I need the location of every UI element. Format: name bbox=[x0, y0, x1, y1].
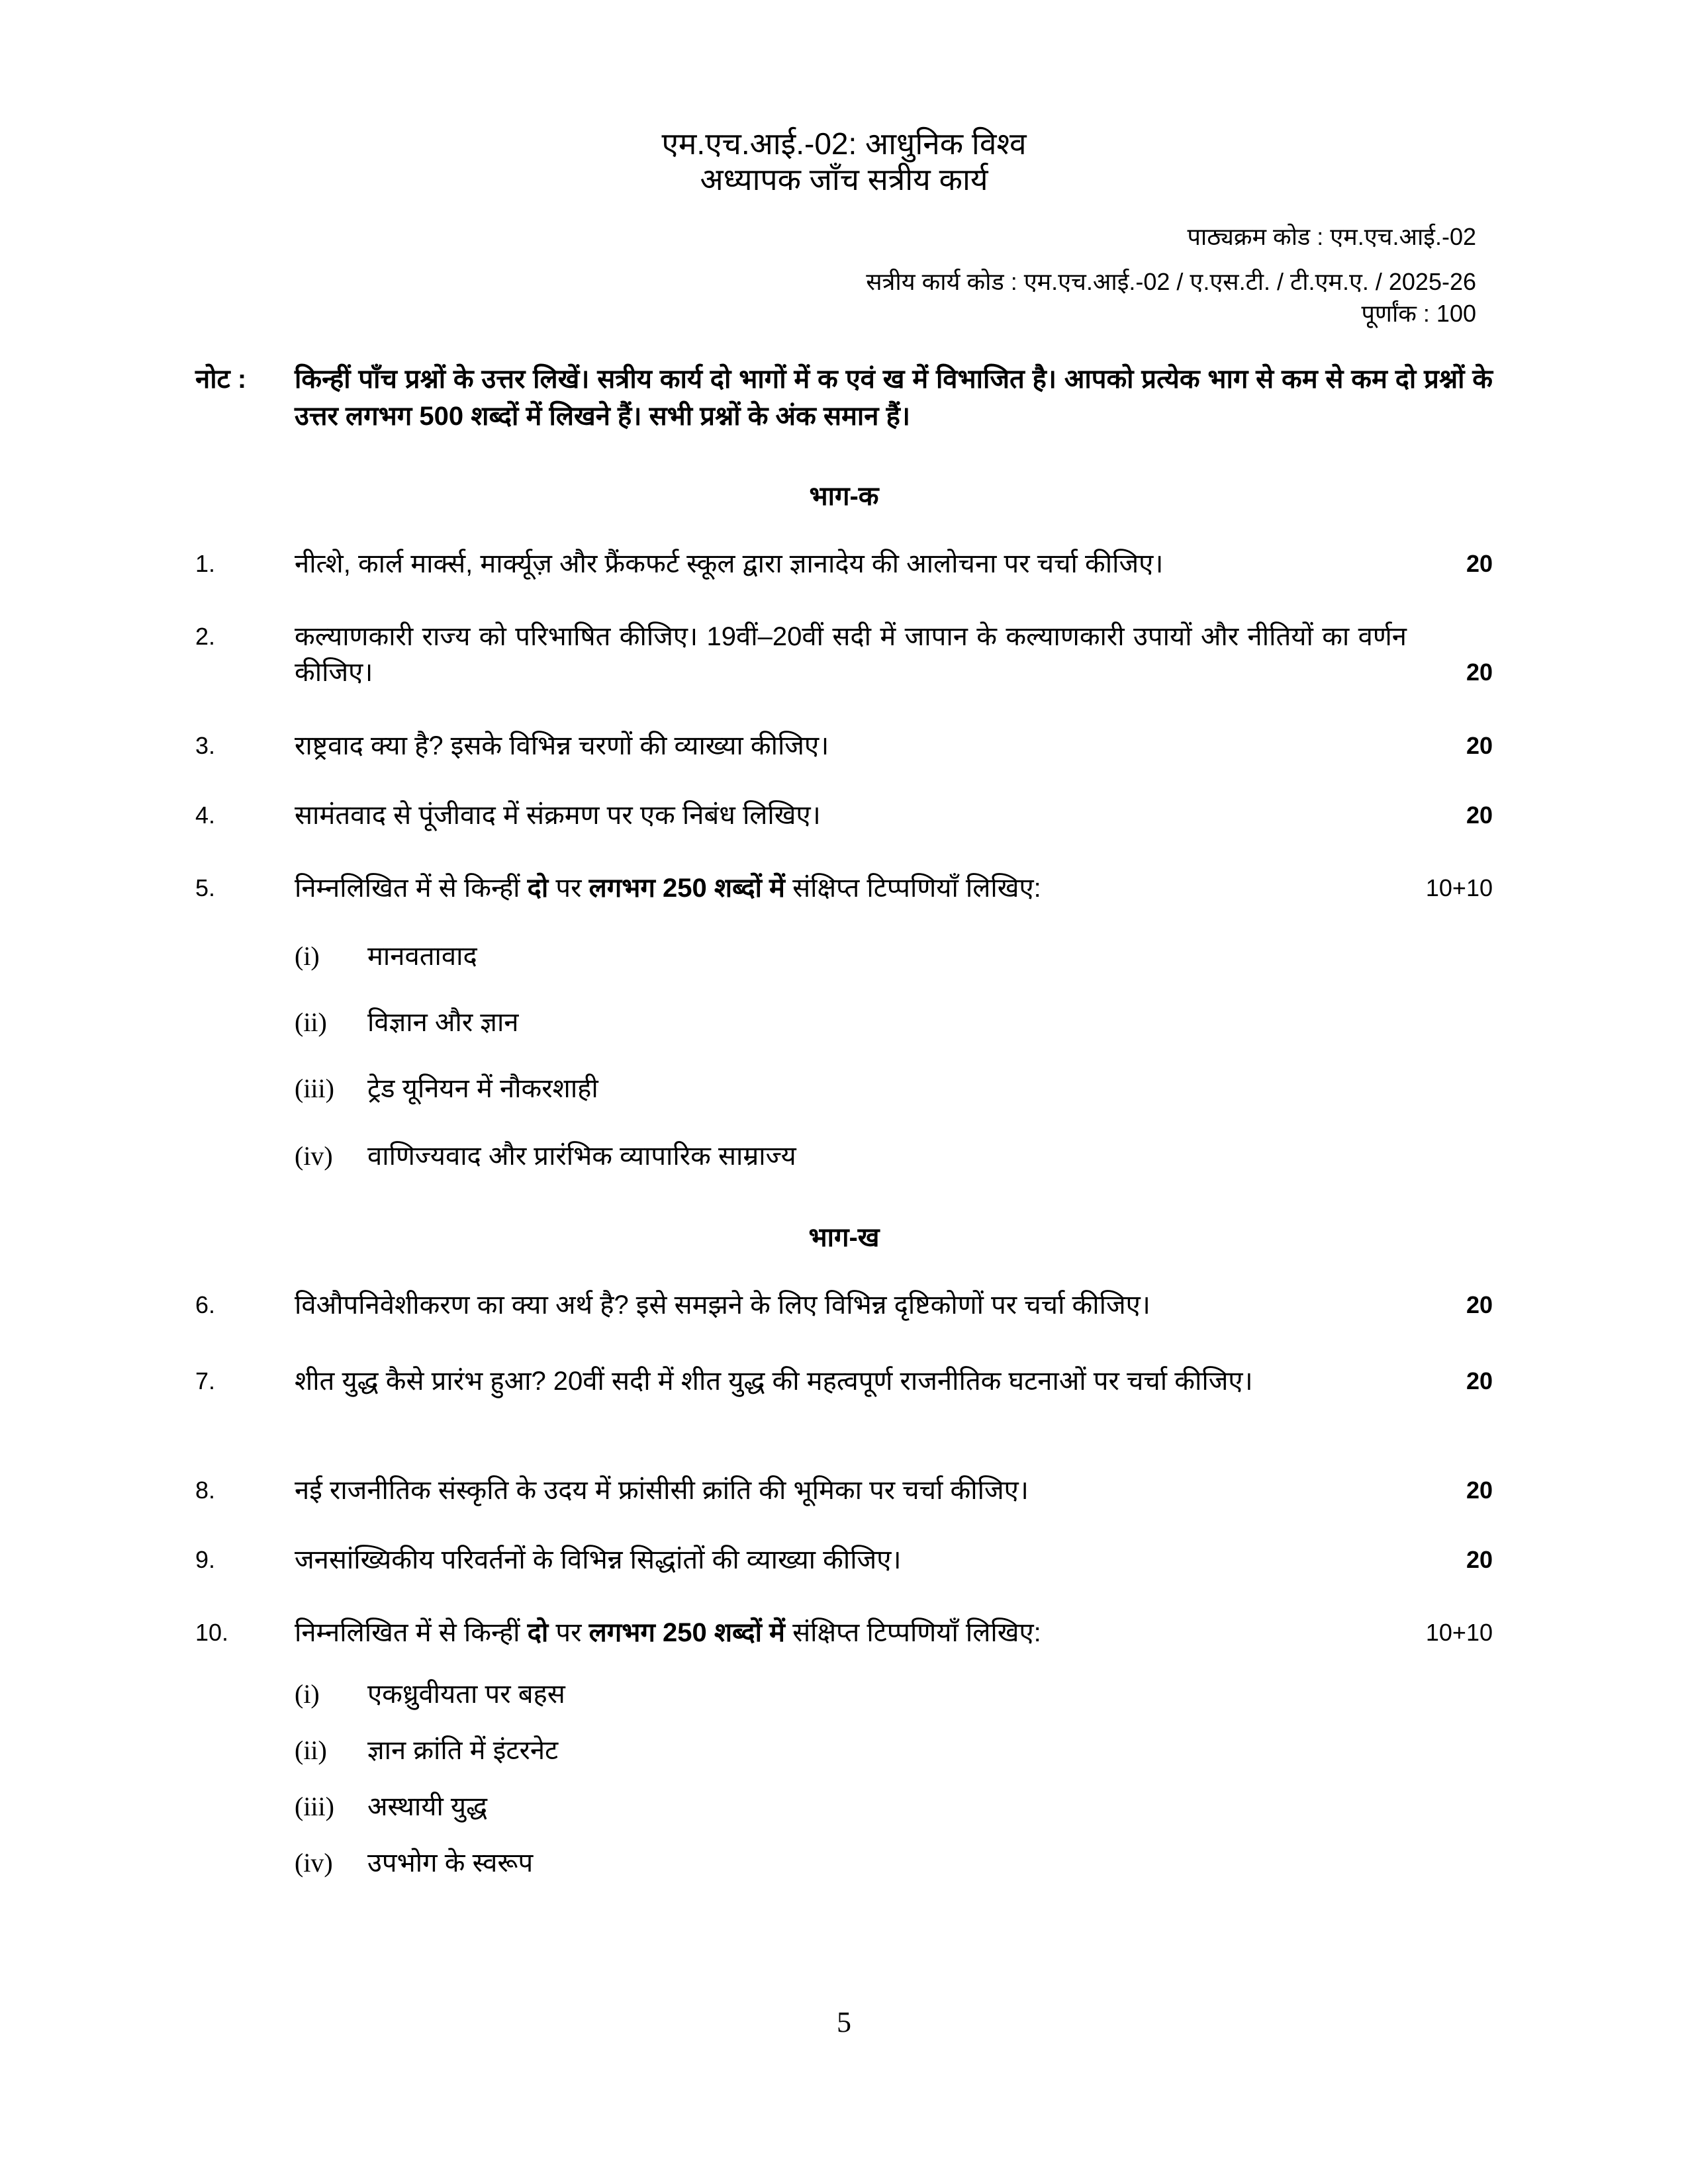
question-number: 1. bbox=[195, 550, 216, 577]
question-marks: 20 bbox=[1466, 732, 1493, 759]
text-part: संक्षिप्त टिप्पणियाँ लिखिए: bbox=[784, 1618, 1041, 1647]
document-title bbox=[0, 126, 1688, 197]
section-heading-b: भाग-ख bbox=[808, 1223, 880, 1252]
sub-item-number: (ii) bbox=[295, 1007, 327, 1037]
question-text: नई राजनीतिक संस्कृति के उदय में फ्रांसीसी क्रांति की भूमिका पर चर्चा कीजिए। bbox=[295, 1476, 1029, 1505]
question-marks: 20 bbox=[1466, 1367, 1493, 1394]
sub-item-text: एकध्रुवीयता पर बहस bbox=[367, 1680, 565, 1709]
question-number: 6. bbox=[195, 1291, 216, 1318]
sub-item-number: (iii) bbox=[295, 1073, 334, 1103]
sub-item-text: अस्थायी युद्ध bbox=[367, 1792, 488, 1821]
question-marks: 20 bbox=[1466, 801, 1493, 829]
question-text bbox=[295, 1615, 1407, 1651]
question-text: शीत युद्ध कैसे प्रारंभ हुआ? 20वीं सदी में शीत युद्ध की महत्वपूर्ण राजनीतिक घटनाओं पर चर्चा कीजिए। bbox=[295, 1367, 1253, 1396]
question-marks: 20 bbox=[1466, 659, 1493, 686]
question-9 bbox=[195, 1542, 1493, 1578]
sub-item-number: (iv) bbox=[295, 1141, 333, 1171]
question-text bbox=[295, 870, 1407, 906]
sub-item-text: विज्ञान और ज्ञान bbox=[367, 1008, 519, 1037]
sub-item-text: मानवतावाद bbox=[367, 942, 477, 971]
instructions-note bbox=[195, 361, 1493, 435]
question-2 bbox=[195, 619, 1493, 690]
question-10 bbox=[195, 1615, 1493, 1651]
sub-item bbox=[295, 1790, 487, 1823]
course-code: पाठ्यक्रम कोड : एम.एच.आई.-02 bbox=[1187, 223, 1476, 250]
question-number: 5. bbox=[195, 874, 216, 901]
text-part-bold: लगभग 250 शब्दों में bbox=[588, 874, 785, 903]
question-text: कल्याणकारी राज्य को परिभाषित कीजिए। 19वीं–20वीं सदी में जापान के कल्याणकारी उपायों और नीतियों का वर्णन कीजिए। bbox=[295, 622, 1407, 687]
max-marks: पूर्णांक : 100 bbox=[1361, 300, 1476, 327]
question-4 bbox=[195, 797, 1493, 833]
question-marks: 10+10 bbox=[1425, 874, 1493, 901]
question-number: 9. bbox=[195, 1546, 216, 1573]
question-marks: 20 bbox=[1466, 1477, 1493, 1504]
note-text: किन्हीं पाँच प्रश्नों के उत्तर लिखें। सत्रीय कार्य दो भागों में क एवं ख में विभाजित है। आपको प्रत्येक भाग से कम से कम दो प्रश्नों के उत्तर लगभग 500 शब्दों में लिखने हैं। सभी प्रश्नों के अंक समान हैं। bbox=[295, 365, 1493, 431]
section-heading-a: भाग-क bbox=[809, 482, 879, 511]
sub-item bbox=[295, 940, 477, 973]
question-6 bbox=[195, 1287, 1493, 1323]
sub-item-number: (i) bbox=[295, 1679, 320, 1709]
question-7 bbox=[195, 1363, 1493, 1399]
question-1 bbox=[195, 546, 1493, 582]
question-8 bbox=[195, 1473, 1493, 1508]
question-marks: 10+10 bbox=[1425, 1619, 1493, 1646]
note-label: नोट : bbox=[195, 365, 247, 394]
assignment-title: अध्यापक जाँच सत्रीय कार्य bbox=[700, 162, 988, 197]
question-3 bbox=[195, 728, 1493, 764]
sub-item bbox=[295, 1072, 598, 1105]
text-part: निम्नलिखित में से किन्हीं bbox=[295, 874, 528, 903]
question-marks: 20 bbox=[1466, 1291, 1493, 1318]
question-text: विऔपनिवेशीकरण का क्या अर्थ है? इसे समझने के लिए विभिन्न दृष्टिकोणों पर चर्चा कीजिए। bbox=[295, 1291, 1150, 1320]
sub-item bbox=[295, 1734, 558, 1767]
sub-item bbox=[295, 1846, 533, 1880]
sub-item-text: उपभोग के स्वरूप bbox=[367, 1848, 534, 1878]
question-text: जनसांख्यिकीय परिवर्तनों के विभिन्न सिद्धांतों की व्याख्या कीजिए। bbox=[295, 1545, 902, 1574]
sub-item bbox=[295, 1140, 796, 1173]
assignment-code: सत्रीय कार्य कोड : एम.एच.आई.-02 / ए.एस.टी. / टी.एम.ए. / 2025-26 bbox=[866, 268, 1476, 295]
question-number: 3. bbox=[195, 732, 216, 759]
question-text: सामंतवाद से पूंजीवाद में संक्रमण पर एक निबंध लिखिए। bbox=[295, 801, 821, 830]
sub-item-number: (iv) bbox=[295, 1848, 333, 1878]
question-marks: 20 bbox=[1466, 1546, 1493, 1573]
assignment-meta bbox=[866, 218, 1476, 327]
sub-item-text: वाणिज्यवाद और प्रारंभिक व्यापारिक साम्राज्य bbox=[367, 1142, 796, 1171]
sub-item bbox=[295, 1006, 519, 1039]
text-part: संक्षिप्त टिप्पणियाँ लिखिए: bbox=[784, 874, 1041, 903]
question-text: राष्ट्रवाद क्या है? इसके विभिन्न चरणों की व्याख्या कीजिए। bbox=[295, 731, 829, 760]
text-part: निम्नलिखित में से किन्हीं bbox=[295, 1618, 528, 1647]
question-number: 7. bbox=[195, 1367, 216, 1394]
text-part: पर bbox=[548, 874, 589, 903]
text-part-bold: दो bbox=[527, 1618, 549, 1647]
course-title: एम.एच.आई.-02: आधुनिक विश्व bbox=[661, 126, 1027, 161]
sub-item-number: (i) bbox=[295, 941, 320, 971]
sub-item-number: (ii) bbox=[295, 1735, 327, 1765]
sub-item-text: ट्रेड यूनियन में नौकरशाही bbox=[367, 1074, 598, 1103]
question-marks: 20 bbox=[1466, 550, 1493, 577]
question-5 bbox=[195, 870, 1493, 906]
question-number: 4. bbox=[195, 801, 216, 829]
sub-item-number: (iii) bbox=[295, 1792, 334, 1821]
question-number: 8. bbox=[195, 1477, 216, 1504]
question-text: नीत्शे, कार्ल मार्क्स, मार्क्यूज़ और फ्रैंकफर्ट स्कूल द्वारा ज्ञानादेय की आलोचना पर चर्चा कीजिए। bbox=[295, 549, 1164, 578]
question-number: 10. bbox=[195, 1619, 229, 1646]
text-part-bold: लगभग 250 शब्दों में bbox=[588, 1618, 785, 1647]
question-number: 2. bbox=[195, 623, 216, 650]
sub-item bbox=[295, 1678, 565, 1711]
page-number: 5 bbox=[837, 2006, 851, 2038]
text-part-bold: दो bbox=[527, 874, 549, 903]
sub-item-text: ज्ञान क्रांति में इंटरनेट bbox=[367, 1736, 559, 1765]
text-part: पर bbox=[548, 1618, 589, 1647]
